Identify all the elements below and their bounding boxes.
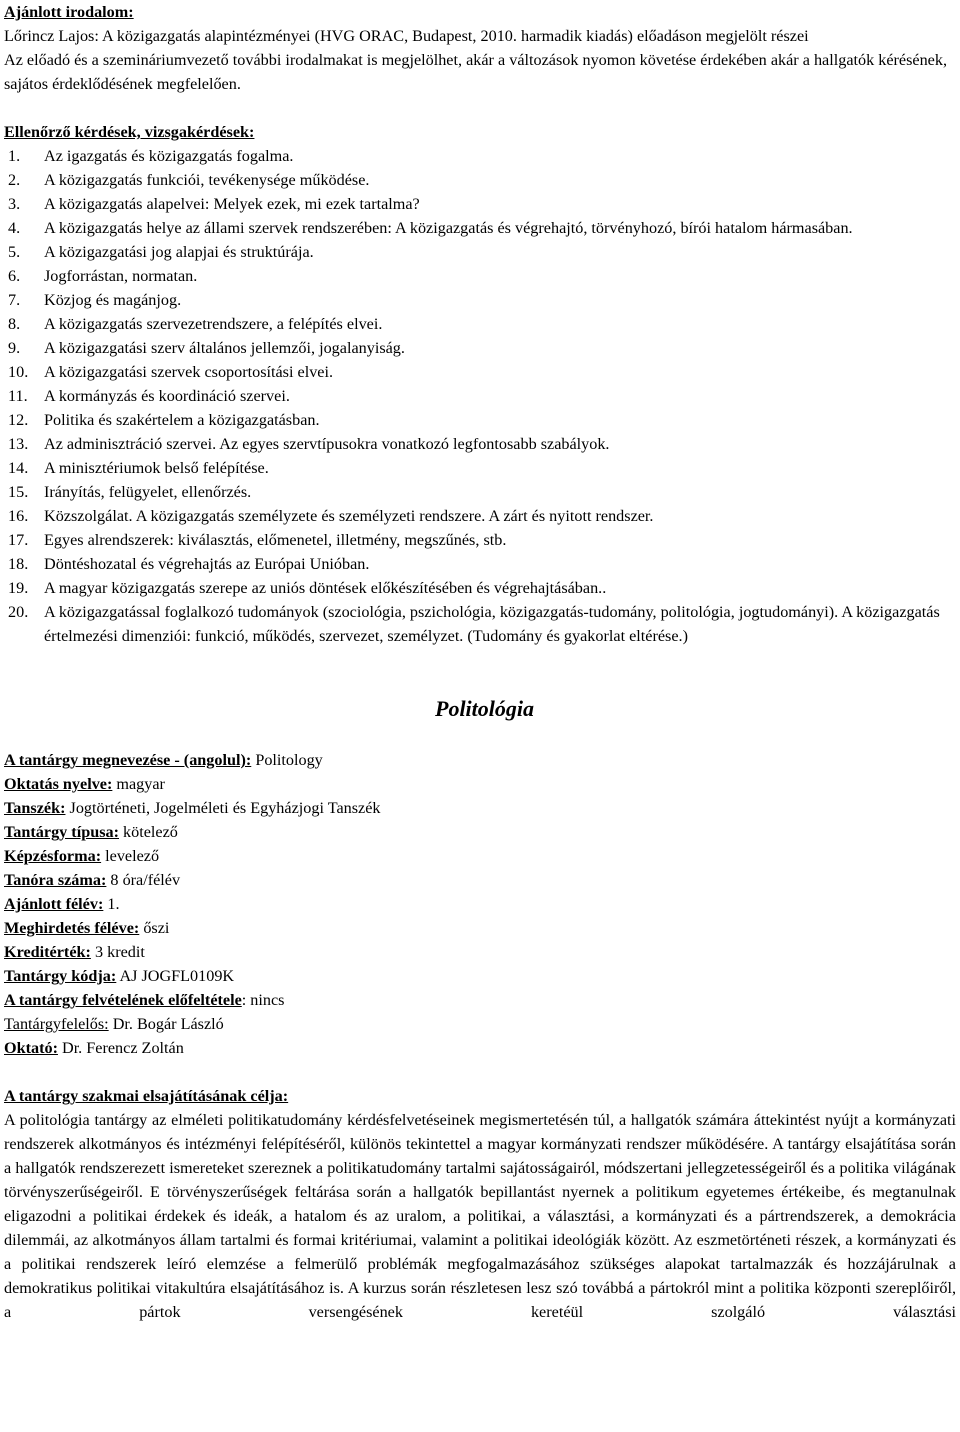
subject-info xyxy=(4,748,956,1060)
exam-question-text: A magyar közigazgatás szerepe az uniós döntések előkészítésében és végrehajtásában.. xyxy=(44,579,607,597)
exam-question-item xyxy=(4,408,956,432)
exam-question-text: A közigazgatási szerv általános jellemzői, jogalanyiság. xyxy=(44,339,405,357)
exam-question-number: 3. xyxy=(8,195,21,213)
subject-field-label: A tantárgy felvételének előfeltétele xyxy=(4,991,242,1009)
goal-heading: A tantárgy szakmai elsajátításának célja: xyxy=(4,1087,289,1105)
subject-field xyxy=(4,748,956,772)
subject-field-label: Tantárgy típusa: xyxy=(4,823,119,841)
exam-question-item xyxy=(4,336,956,360)
exam-question-number: 4. xyxy=(8,219,21,237)
exam-question-text: Egyes alrendszerek: kiválasztás, előmenetel, illetmény, megszűnés, stb. xyxy=(44,531,507,549)
exam-question-item xyxy=(4,264,956,288)
exam-question-number: 1. xyxy=(8,147,21,165)
spacer xyxy=(4,1060,956,1084)
exam-question-number: 9. xyxy=(8,339,21,357)
subject-field xyxy=(4,940,956,964)
exam-questions xyxy=(4,120,956,648)
subject-field xyxy=(4,964,956,988)
subject-field-value: 1. xyxy=(103,895,120,913)
exam-question-text: A kormányzás és koordináció szervei. xyxy=(44,387,290,405)
exam-question-text: A közigazgatási szervek csoportosítási elvei. xyxy=(44,363,334,381)
exam-question-text: A közigazgatási jog alapjai és struktúrája. xyxy=(44,243,314,261)
subject-field-label: Tantárgyfelelős: xyxy=(4,1015,109,1033)
exam-question-number: 5. xyxy=(8,243,21,261)
subject-field-value: Politology xyxy=(251,751,323,769)
exam-question-number: 13. xyxy=(8,435,29,453)
subject-goal xyxy=(4,1084,956,1324)
subject-field-label: Tanszék: xyxy=(4,799,66,817)
exam-question-number: 12. xyxy=(8,411,29,429)
spacer xyxy=(4,96,956,120)
exam-question-item xyxy=(4,216,956,240)
exam-question-number: 19. xyxy=(8,579,29,597)
literature-main-source: Lőrincz Lajos: A közigazgatás alapintézményei (HVG ORAC, Budapest, 2010. harmadik kiadás) előadáson megjelölt részei xyxy=(4,27,809,45)
exam-question-text: A közigazgatás funkciói, tevékenysége működése. xyxy=(44,171,370,189)
exam-question-number: 18. xyxy=(8,555,29,573)
subject-field-value: 8 óra/félév xyxy=(106,871,181,889)
subject-field-label: Oktatás nyelve: xyxy=(4,775,113,793)
subject-field xyxy=(4,1036,956,1060)
exam-question-text: Politika és szakértelem a közigazgatásban. xyxy=(44,411,320,429)
exam-question-text: A minisztériumok belső felépítése. xyxy=(44,459,269,477)
exam-question-list xyxy=(4,144,956,648)
exam-question-item xyxy=(4,504,956,528)
exam-question-text: Közjog és magánjog. xyxy=(44,291,182,309)
exam-question-text: Jogforrástan, normatan. xyxy=(44,267,198,285)
subject-field-value: levelező xyxy=(101,847,160,865)
goal-text: A politológia tantárgy az elméleti politikatudomány kérdésfelvetéseinek megismertetésén túl, a hallgatók számára áttekintést nyújt a kormányzati rendszerek alkotmányos és intézményi felépítéséről, különös tekintettel a magyar kormányzati rendszer működésére. A tantárgy elsajátítása során a hallgatók rendszerezett ismereteket szereznek a politikatudomány tartalmi sajátosságairól, módszertani jellegzetességeiről és a politika világának törvényszerűségeiről. E törvényszerűségek feltárása során a hallgatók bepillantást nyernek a politikum egyetemes értékeibe, és megtanulnak eligazodni a politikai érdekek és ideák, a hatalom és az uralom, a politikai, a választási, a kormányzati és a pártrendszerek, a demokrácia dilemmái, az alkotmányos állam tartalmi és formai kritériumai, valamint a politikai ideológiák között. Az eszmetörténeti részek, a kormányzati és a politikai rendszerek leíró elemzése a felmerülő problémák megfogalmazásához szükséges alapokat tartalmazzák és hozzájárulnak a demokratikus politikai vitakultúra elsajátításához is. A kurzus során részletesen lesz szó továbbá a pártokról mint a politika központi szereplőiről, a pártok versengésének keretéül szolgáló választási xyxy=(4,1111,956,1321)
exam-question-number: 6. xyxy=(8,267,21,285)
subject-field xyxy=(4,916,956,940)
exam-question-text: A közigazgatás alapelvei: Melyek ezek, mi ezek tartalma? xyxy=(44,195,420,213)
exam-question-text: A közigazgatás helye az állami szervek rendszerében: A közigazgatás és végrehajtó, törvényhozó, bírói hatalom hármasában. xyxy=(44,219,853,237)
subject-field-value: őszi xyxy=(139,919,170,937)
subject-field-label: Oktató: xyxy=(4,1039,58,1057)
exam-question-number: 11. xyxy=(8,387,28,405)
exam-question-item xyxy=(4,192,956,216)
exam-question-text: A közigazgatással foglalkozó tudományok (szociológia, pszichológia, közigazgatás-tudomány, politológia, jogtudományi). A közigazgatás értelmezési dimenziói: funkció, működés, szervezet, személyzet. (Tudomány és gyakorlat eltérése.) xyxy=(44,603,940,645)
exam-question-number: 15. xyxy=(8,483,29,501)
exam-question-item xyxy=(4,168,956,192)
exam-question-number: 2. xyxy=(8,171,21,189)
subject-field-label: Tantárgy kódja: xyxy=(4,967,117,985)
exam-question-text: A közigazgatás szervezetrendszere, a felépítés elvei. xyxy=(44,315,383,333)
exam-question-item xyxy=(4,456,956,480)
subject-field-label: Képzésforma: xyxy=(4,847,102,865)
exam-question-item xyxy=(4,312,956,336)
subject-field xyxy=(4,892,956,916)
exam-question-item xyxy=(4,432,956,456)
exam-question-number: 14. xyxy=(8,459,29,477)
subject-field xyxy=(4,796,956,820)
exam-question-number: 8. xyxy=(8,315,21,333)
subject-field xyxy=(4,820,956,844)
subject-title: Politológia xyxy=(435,696,534,721)
subject-field-value: 3 kredit xyxy=(90,943,145,961)
exam-question-item xyxy=(4,480,956,504)
literature-note: Az előadó és a szemináriumvezető további irodalmakat is megjelölhet, akár a változások nyomon követése érdekében akár a hallgatók kérésének, sajátos érdeklődésének megfelelően. xyxy=(4,51,948,93)
literature-heading: Ajánlott irodalom: xyxy=(4,3,134,21)
exam-question-item xyxy=(4,360,956,384)
exam-question-number: 7. xyxy=(8,291,21,309)
subject-field xyxy=(4,988,956,1012)
subject-field-label: Tanóra száma: xyxy=(4,871,107,889)
subject-field-value: Dr. Bogár László xyxy=(108,1015,224,1033)
subject-field-value: magyar xyxy=(112,775,165,793)
exam-question-item xyxy=(4,288,956,312)
exam-question-text: Közszolgálat. A közigazgatás személyzete és személyzeti rendszere. A zárt és nyitott rendszer. xyxy=(44,507,654,525)
subject-field-value: Dr. Ferencz Zoltán xyxy=(57,1039,184,1057)
subject-field xyxy=(4,772,956,796)
exam-question-number: 10. xyxy=(8,363,29,381)
exam-question-text: Irányítás, felügyelet, ellenőrzés. xyxy=(44,483,252,501)
exam-question-item xyxy=(4,552,956,576)
exam-question-item xyxy=(4,528,956,552)
subject-field-label: Kreditérték: xyxy=(4,943,91,961)
subject-field-value: kötelező xyxy=(119,823,178,841)
exam-question-number: 20. xyxy=(8,603,29,621)
exam-question-text: Az igazgatás és közigazgatás fogalma. xyxy=(44,147,294,165)
exam-questions-heading: Ellenőrző kérdések, vizsgakérdések: xyxy=(4,123,255,141)
exam-question-item xyxy=(4,144,956,168)
subject-field-label: A tantárgy megnevezése - (angolul): xyxy=(4,751,252,769)
exam-question-text: Az adminisztráció szervei. Az egyes szervtípusokra vonatkozó legfontosabb szabályok. xyxy=(44,435,610,453)
exam-question-item xyxy=(4,384,956,408)
subject-field-label: Ajánlott félév: xyxy=(4,895,104,913)
subject-field xyxy=(4,868,956,892)
exam-question-item xyxy=(4,576,956,600)
subject-field-label: Meghirdetés féléve: xyxy=(4,919,140,937)
subject-field-value: : nincs xyxy=(241,991,285,1009)
subject-field-value: AJ JOGFL0109K xyxy=(116,967,235,985)
subject-field xyxy=(4,1012,956,1036)
subject-field-value: Jogtörténeti, Jogelméleti és Egyházjogi Tanszék xyxy=(65,799,381,817)
exam-question-number: 17. xyxy=(8,531,29,549)
recommended-literature xyxy=(4,0,956,96)
exam-question-item xyxy=(4,240,956,264)
exam-question-text: Döntéshozatal és végrehajtás az Európai Unióban. xyxy=(44,555,370,573)
exam-question-number: 16. xyxy=(8,507,29,525)
exam-question-item xyxy=(4,600,956,648)
subject-field xyxy=(4,844,956,868)
